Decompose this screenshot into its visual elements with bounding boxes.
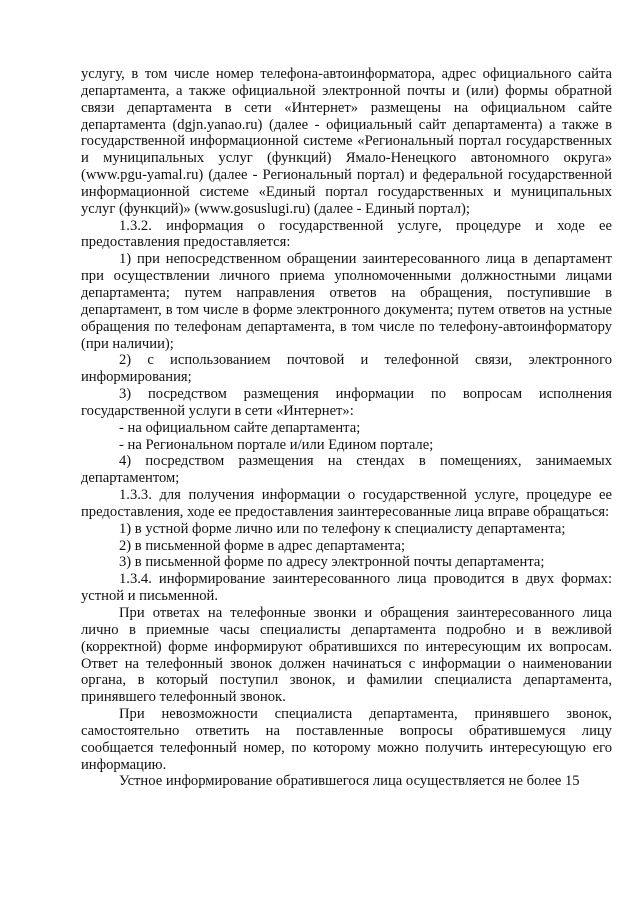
list-item-written: 2) в письменной форме в адрес департамента; bbox=[119, 537, 406, 554]
paragraph-impossibility: При невозможности специалиста департамента, принявшего звонок, самостоятельно ответить на поставленные вопросы обратившемуся лицу сообщается телефонный номер, по которому можно получить интересующую его информацию. bbox=[81, 706, 612, 773]
document-body bbox=[81, 66, 612, 790]
paragraph-contacts: услугу, в том числе номер телефона-автоинформатора, адрес официального сайта департамента, а также официальной электронной почты и (или) формы обратной связи департамента в сети «Интернет» размещены на официальном сайте департамента (dgjn.yanao.ru) (далее - официальный сайт департамента) а также в государственной информационной системе «Региональный портал государственных и муниципальных услуг (функций) Ямало-Ненецкого автономного округа» (www.pgu-yamal.ru) (далее - Региональный портал) и федеральной государственной информационной системе «Единый портал государственных и муниципальных услуг (функций)» (www.gosuslugi.ru) (далее - Единый портал); bbox=[81, 66, 612, 217]
paragraph-oral-informing: Устное информирование обратившегося лица осуществляется не более 15 bbox=[119, 773, 580, 790]
paragraph-item-3: 3) посредством размещения информации по вопросам исполнения государственной услуги в сети «Интернет»: bbox=[81, 386, 612, 419]
list-item-portals: - на Региональном портале и/или Едином портале; bbox=[119, 436, 434, 453]
paragraph-item-1: 1) при непосредственном обращении заинтересованного лица в департамент при осуществлении личного приема уполномоченными должностными лицами департамента; путем направления ответов на обращения, поступившие в департамент, в том числе в форме электронного документа; путем ответов на устные обращения по телефонам департамента, в том числе по телефону-автоинформатору (при наличии); bbox=[81, 251, 612, 352]
paragraph-1-3-3: 1.3.3. для получения информации о государственной услуге, процедуре ее предоставления, ходе ее предоставления заинтересованные лица вправе обращаться: bbox=[81, 487, 612, 520]
paragraph-item-2: 2) с использованием почтовой и телефонной связи, электронного информирования; bbox=[81, 352, 612, 386]
paragraph-1-3-4: 1.3.4. информирование заинтересованного лица проводится в двух формах: устной и письменной. bbox=[81, 571, 612, 605]
paragraph-phone-answers: При ответах на телефонные звонки и обращения заинтересованного лица лично в приемные часы специалисты департамента подробно и в вежливой (корректной) форме информируют обратившихся по интересующим их вопросам. Ответ на телефонный звонок должен начинаться с информации о наименовании органа, в который поступил звонок, и фамилии специалиста департамента, принявшего телефонный звонок. bbox=[81, 605, 612, 706]
list-item-official-site: - на официальном сайте департамента; bbox=[119, 419, 361, 436]
paragraph-1-3-2: 1.3.2. информация о государственной услуге, процедуре и ходе ее предоставления предоставляется: bbox=[81, 217, 612, 251]
paragraph-item-4: 4) посредством размещения на стендах в помещениях, занимаемых департаментом; bbox=[81, 453, 612, 487]
list-item-oral: 1) в устной форме лично или по телефону к специалисту департамента; bbox=[119, 520, 566, 537]
list-item-email: 3) в письменной форме по адресу электронной почты департамента; bbox=[119, 554, 545, 571]
